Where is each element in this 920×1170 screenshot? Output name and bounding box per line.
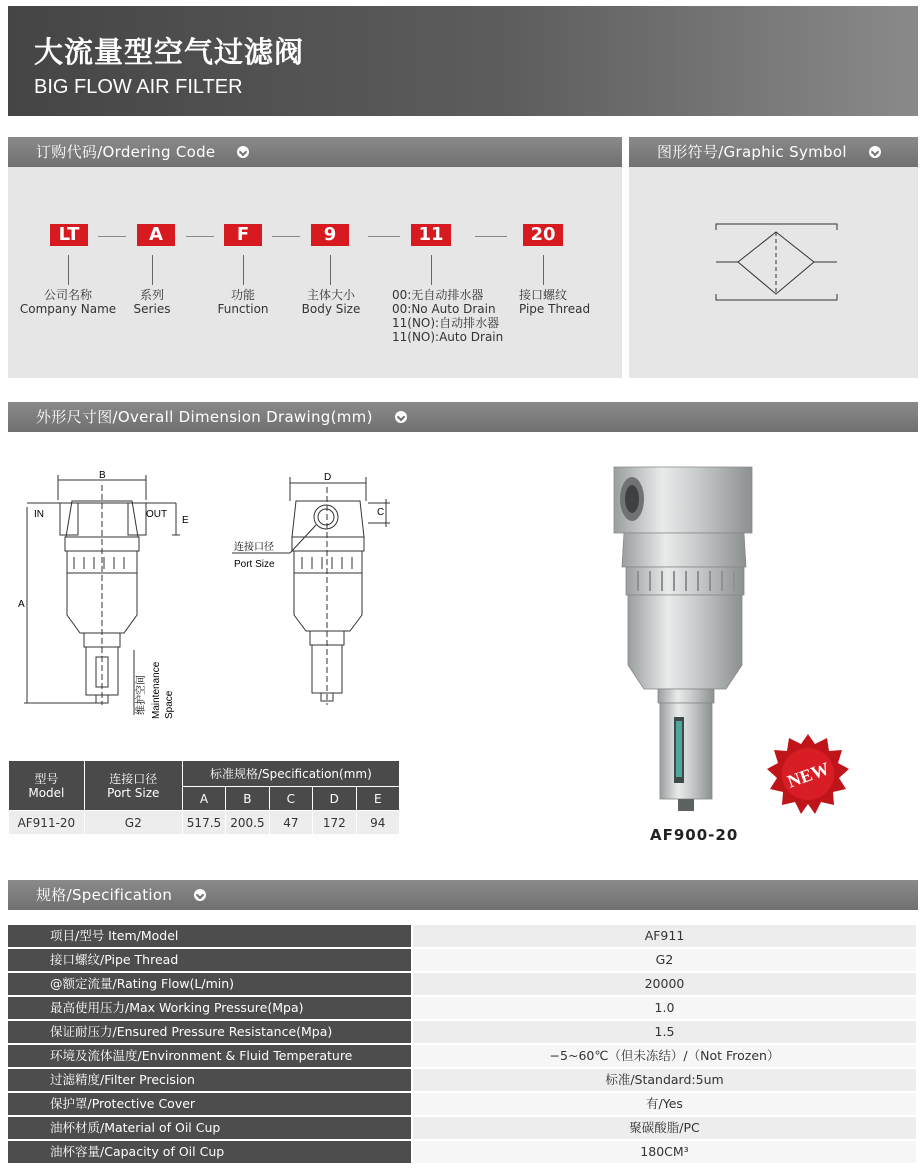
header-model-cn: 型号 (34, 771, 59, 786)
header-col-a: A (182, 787, 225, 811)
header-model-en: Model (28, 785, 65, 800)
header-port (84, 761, 182, 811)
dim-label-a: A (18, 599, 25, 610)
spec-key: 最高使用压力/Max Working Pressure(Mpa) (8, 997, 411, 1019)
cell-a: 517.5 (182, 811, 225, 835)
port-out-label: OUT (146, 509, 168, 520)
header-port-en: Port Size (107, 785, 160, 800)
new-badge-text: NEW (784, 758, 832, 792)
ordering-code-section-title (8, 137, 622, 167)
specification-title: 规格/Specification (36, 886, 173, 904)
port-size-label-cn: 连接口径 (234, 542, 274, 553)
header-col-e: E (356, 787, 399, 811)
dim-label-e: E (182, 515, 189, 526)
spec-value: 180CM³ (413, 1141, 916, 1163)
front-view-drawing (14, 465, 199, 725)
label-series-en: Series (133, 302, 171, 316)
dimension-table (8, 760, 400, 835)
label-pipe-thread-cn: 接口螺纹 (519, 288, 568, 302)
label-company-en: Company Name (19, 302, 117, 316)
product-caption: AF900-20 (650, 826, 739, 844)
spec-key: 环境及流体温度/Environment & Fluid Temperature (8, 1045, 411, 1067)
spec-row (8, 997, 916, 1019)
product-image (600, 455, 770, 825)
spec-row (8, 949, 916, 971)
leader-line (543, 255, 544, 285)
dimension-title: 外形尺寸图/Overall Dimension Drawing(mm) (36, 408, 373, 426)
page-title-en: BIG FLOW AIR FILTER (34, 76, 243, 98)
spec-value: 20000 (413, 973, 916, 995)
code-separator (186, 236, 214, 237)
spec-key: 保护罩/Protective Cover (8, 1093, 411, 1115)
dim-label-d: D (324, 472, 332, 483)
header-col-b: B (226, 787, 269, 811)
spec-key: 油杯材质/Material of Oil Cup (8, 1117, 411, 1139)
code-separator (98, 236, 126, 237)
chevron-down-icon (194, 889, 206, 901)
code-function: F (224, 224, 262, 246)
label-function-en: Function (217, 302, 269, 316)
code-separator (475, 236, 507, 237)
chevron-down-icon (237, 146, 249, 158)
new-badge-icon (766, 732, 850, 816)
cell-b: 200.5 (226, 811, 269, 835)
spec-row (8, 1045, 916, 1067)
spec-row (8, 1021, 916, 1043)
code-pipe-thread: 20 (523, 224, 563, 246)
leader-line (243, 255, 244, 285)
graphic-symbol-title: 图形符号/Graphic Symbol (657, 143, 847, 161)
side-view-drawing (228, 465, 398, 715)
label-function-cn: 功能 (230, 288, 255, 302)
code-series: A (137, 224, 175, 246)
leader-line (330, 255, 331, 285)
header-col-d: D (313, 787, 356, 811)
code-drain: 11 (411, 224, 451, 246)
ordering-code-panel (8, 167, 622, 378)
specification-section-title (8, 880, 918, 910)
label-drain-line: 00:No Auto Drain (392, 302, 496, 316)
spec-key: 项目/型号 Item/Model (8, 925, 411, 947)
spec-value: 1.0 (413, 997, 916, 1019)
spec-key: 保证耐压力/Ensured Pressure Resistance(Mpa) (8, 1021, 411, 1043)
label-body-size (295, 288, 367, 316)
graphic-symbol-section-title (629, 137, 918, 167)
spec-row (8, 973, 916, 995)
label-drain-line: 11(NO):Auto Drain (392, 330, 504, 344)
cell-port: G2 (84, 811, 182, 835)
page-title-cn: 大流量型空气过滤阀 (34, 35, 305, 69)
spec-value: 1.5 (413, 1021, 916, 1043)
cell-model: AF911-20 (9, 811, 85, 835)
cell-e: 94 (356, 811, 399, 835)
code-body-size: 9 (311, 224, 349, 246)
label-body-size-en: Body Size (301, 302, 361, 316)
label-pipe-thread (519, 288, 609, 316)
code-separator (272, 236, 300, 237)
leader-line (431, 255, 432, 285)
cell-c: 47 (269, 811, 312, 835)
code-separator (368, 236, 400, 237)
label-drain-line: 11(NO):自动排水器 (392, 316, 500, 330)
header-port-cn: 连接口径 (109, 771, 158, 786)
spec-value: 标准/Standard:5um (413, 1069, 916, 1091)
spec-key: 过滤精度/Filter Precision (8, 1069, 411, 1091)
spec-row (8, 1117, 916, 1139)
spec-value: −5~60℃（但未冻结）/（Not Frozen） (413, 1045, 916, 1067)
header-model (9, 761, 85, 811)
chevron-down-icon (869, 146, 881, 158)
port-in-label: IN (34, 509, 44, 520)
label-series (122, 288, 182, 316)
maintenance-label-en2: Space (164, 690, 175, 719)
code-company: LT (50, 224, 88, 246)
header-col-c: C (269, 787, 312, 811)
maintenance-label-en1: Maintenance (151, 661, 162, 719)
spec-row (8, 925, 916, 947)
label-drain-line: 00:无自动排水器 (392, 288, 484, 302)
spec-value: 有/Yes (413, 1093, 916, 1115)
port-size-label-en: Port Size (234, 559, 275, 570)
dim-label-b: B (99, 470, 106, 481)
spec-key: 接口螺纹/Pipe Thread (8, 949, 411, 971)
label-pipe-thread-en: Pipe Thread (519, 302, 591, 316)
maintenance-label-cn: 维护空间 (136, 675, 147, 715)
filter-symbol-icon (700, 222, 860, 312)
label-company (18, 288, 118, 316)
spec-value: 聚碳酸脂/PC (413, 1117, 916, 1139)
cell-d: 172 (313, 811, 356, 835)
spec-value: G2 (413, 949, 916, 971)
spec-key: 油杯容量/Capacity of Oil Cup (8, 1141, 411, 1163)
header-spec: 标准规格/Specification(mm) (182, 761, 399, 787)
spec-row (8, 1069, 916, 1091)
label-function (208, 288, 278, 316)
label-drain (392, 288, 502, 344)
spec-value: AF911 (413, 925, 916, 947)
label-company-cn: 公司名称 (43, 288, 92, 302)
leader-line (68, 255, 69, 285)
label-body-size-cn: 主体大小 (306, 288, 355, 302)
spec-row (8, 1141, 916, 1163)
chevron-down-icon (395, 411, 407, 423)
label-series-cn: 系列 (139, 288, 164, 302)
dimension-section-title (8, 402, 918, 432)
spec-key: @额定流量/Rating Flow(L/min) (8, 973, 411, 995)
dim-label-c: C (377, 507, 385, 518)
leader-line (152, 255, 153, 285)
spec-row (8, 1093, 916, 1115)
ordering-code-title: 订购代码/Ordering Code (36, 143, 216, 161)
